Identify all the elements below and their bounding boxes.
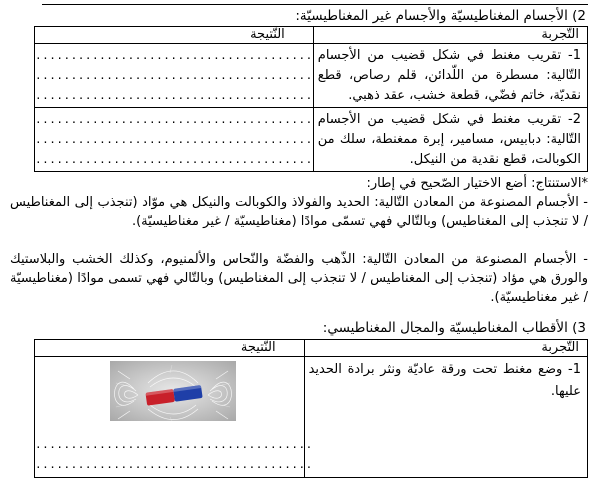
result-2-cell <box>35 108 314 172</box>
s3-col-result-header: النّتيجة <box>35 340 305 357</box>
top-rule <box>42 0 588 5</box>
experiment-1-cell <box>313 44 587 108</box>
section3-table <box>34 339 588 478</box>
conclusion-paragraph-1: - الأجسام المصنوعة من المعادن التّالية: الحديد والفولاذ والكوبالت والنيكل هي موّاد (تنجذب إلى المغناطيس / لا تنجذب إلى المغناطيس) وبالتّالي فهي تسمّى موادًا (مغناطيسيّة / غير مغناطيسيّة). <box>10 195 588 229</box>
result-1-dots[interactable]: ....................................... ....................................... ....................................... <box>35 49 313 102</box>
experiment-2-text: 2- تقريب مغنط في شكل قضيب من الأجسام التّالية: دبابيس، مسامير، إبرة ممغنطة، سلك من الكوبالت، قطع نقدية من النيكل. <box>317 112 581 167</box>
col-result-header: النّتيجة <box>35 27 314 44</box>
conclusion-paragraph-2: - الأجسام المصنوعة من المعادن التّالية: الذّهب والفضّة والنّحاس والألمنيوم، وكذلك الخشب والبلاستيك والورق هي مؤاد (تنجذب إلى المغناطيس / لا تنجذب إلى المغناطيس) وبالتّالي فهي تسمى موادًا (مغناطيسيّة / غير مغناطيسيّة). <box>10 252 588 305</box>
section2-table <box>34 26 588 172</box>
col-experiment-header: التّجربة <box>313 27 587 44</box>
magnet-filings-image <box>110 361 236 421</box>
result-2-dots[interactable]: ....................................... ....................................... ....................................... <box>35 113 313 166</box>
s3-result-cell <box>35 357 313 478</box>
section3-heading: 3) الأقطاب المغناطيسيّة والمجال المغناطيسي: <box>322 320 586 336</box>
experiment-2-cell <box>313 108 587 172</box>
conclusion-title: *الاستنتاج: أضع الاختيار الصّحيح في إطار: <box>366 176 588 191</box>
experiment-1-text: 1- تقريب مغنط في شكل قضيب من الأجسام التّالية: مسطرة من اللّدائن، قلم رصاص، قطع نقديّة، خاتم فضّي، قطعة خشب، عقد ذهبي. <box>317 48 581 103</box>
s3-experiment-text: 1- وضع مغنط تحت ورقة عاديّة ونثر برادة الحديد عليها. <box>308 362 581 399</box>
s3-experiment-cell <box>304 357 587 478</box>
section2-heading: 2) الأجسام المغناطيسيّة والأجسام غير المغناطيسيّة: <box>295 8 586 24</box>
s3-result-dots[interactable]: ....................................... ....................................... <box>35 438 313 471</box>
s3-col-experiment-header: التّجربة <box>304 340 587 357</box>
result-1-cell <box>35 44 314 108</box>
